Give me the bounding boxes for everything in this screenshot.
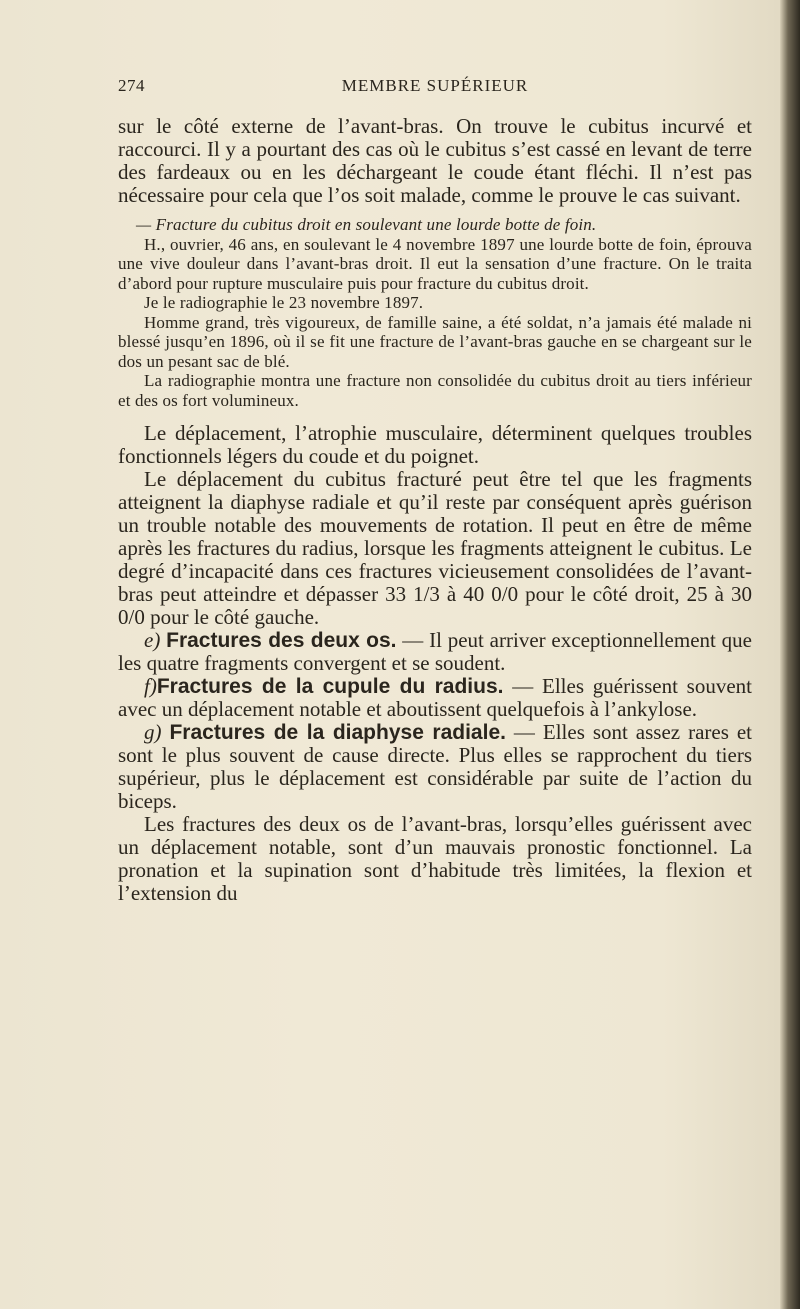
running-title: MEMBRE SUPÉRIEUR xyxy=(341,76,529,95)
closing-paragraph: Les fractures des deux os de l’avant-bras, lorsqu’elles guérissent avec un déplacement notable, sont d’un mauvais pronostic fonctionnel. La pronation et la supination sont d’habitude très limitées, la flexion et l’extension du xyxy=(118,812,752,905)
page-header xyxy=(118,76,752,100)
section-letter: g) xyxy=(144,720,162,744)
section-text: — Elles sont assez rares et sont le plus souvent de cause directe. Plus elles se rapprochent du tiers supérieur, plus le déplacement est considérable par suite de l’action du biceps. xyxy=(118,720,752,813)
case-paragraph: H., ouvrier, 46 ans, en soulevant le 4 novembre 1897 une lourde botte de foin, éprouva une vive douleur dans l’avant-bras droit. Il eut la sensation d’une fracture. On le traita d’abord pour rupture musculaire puis pour fracture du cubitus droit. xyxy=(118,234,752,293)
intro-paragraph: sur le côté externe de l’avant-bras. On trouve le cubitus incurvé et raccourci. Il y a pourtant des cas où le cubitus s’est cassé en levant de terre des fardeaux ou en les déchargeant le coude étant fléchi. Il n’est pas nécessaire pour cela que l’os soit malade, comme le prouve le cas suivant. xyxy=(118,114,752,207)
case-paragraph: Homme grand, très vigoureux, de famille saine, a été soldat, n’a jamais été malade ni blessé jusqu’en 1896, où il se fit une fracture de l’avant-bras gauche en se chargeant sur le dos un pesant sac de blé. xyxy=(118,312,752,371)
section-f xyxy=(118,675,752,721)
page-body xyxy=(118,115,752,905)
case-title: — Fracture du cubitus droit en soulevant une lourde botte de foin. xyxy=(136,215,597,234)
section-title: Fractures de la cupule du radius. xyxy=(156,675,504,698)
body-paragraph: Le déplacement, l’atrophie musculaire, déterminent quelques troubles fonctionnels légers du coude et du poignet. xyxy=(118,421,752,468)
section-text: — Il peut arriver exceptionnellement que les quatre fragments convergent et se soudent. xyxy=(118,628,752,675)
section-text: — Elles guérissent souvent avec un déplacement notable et aboutissent quelquefois à l’ankylose. xyxy=(118,674,752,721)
case-paragraph: La radiographie montra une fracture non consolidée du cubitus droit au tiers inférieur et des os fort volumineux. xyxy=(118,371,752,410)
body-paragraph: Le déplacement du cubitus fracturé peut être tel que les fragments atteignent la diaphyse radiale et qu’il reste par conséquent après guérison un trouble notable des mouvements de rotation. Il peut en être de même après les fractures du radius, lorsque les fragments atteignent le cubitus. Le degré d’incapacité dans ces fractures vicieusement consolidées de l’avant-bras peut atteindre et dépasser 33 1/3 à 40 0/0 pour le côté droit, 25 à 30 0/0 pour le côté gauche. xyxy=(118,467,752,629)
section-title: Fractures de la diaphyse radiale. xyxy=(169,721,506,744)
case-paragraph: Je le radiographie le 23 novembre 1897. xyxy=(144,293,424,312)
section-e xyxy=(118,629,752,675)
section-title: Fractures des deux os. xyxy=(166,629,397,652)
case-report xyxy=(118,215,752,410)
section-g xyxy=(118,721,752,813)
section-letter: e) xyxy=(144,628,161,652)
page-edge-shadow xyxy=(780,0,800,1309)
section-letter: f) xyxy=(144,674,157,698)
page-number: 274 xyxy=(118,76,145,95)
